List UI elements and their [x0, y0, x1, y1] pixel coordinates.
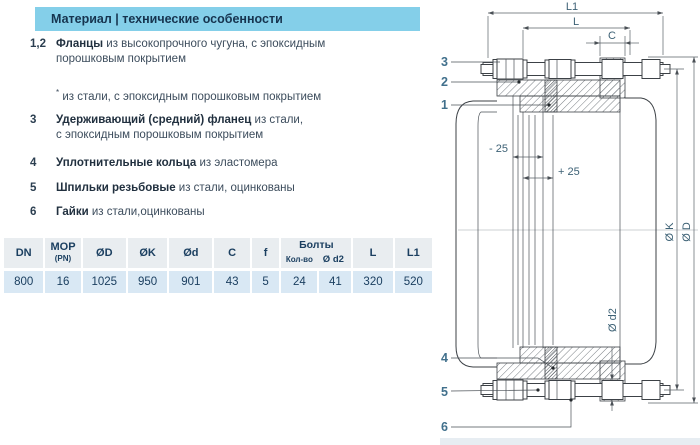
feature-text: Удерживающий (средний) фланец из стали, с эпоксидным порошковым покрытием	[56, 114, 304, 141]
callout-3: 3	[441, 55, 448, 69]
feature-number: 4	[30, 157, 37, 169]
feature-text: Фланцы из высокопрочного чугуна, с эпоксидным порошковым покрытием	[56, 38, 326, 65]
cell-value: 5	[252, 271, 280, 293]
bolts-group-header: Болты	[299, 239, 334, 251]
dimension-plus-25	[523, 166, 580, 178]
feature-number: 3	[30, 114, 37, 126]
cell-value: 950	[128, 271, 167, 293]
bolts-count-header: Кол-во	[285, 255, 313, 264]
cell-value: 520	[395, 271, 432, 293]
feature-item-studs	[0, 181, 432, 196]
callout-6: 6	[441, 420, 448, 434]
feature-text: Шпильки резьбовые из стали, оцинкованы	[56, 182, 295, 194]
dimension-l1	[488, 1, 663, 58]
gasket-section-top	[545, 80, 557, 112]
feature-item-sealing-rings	[0, 156, 432, 171]
callout-2: 2	[441, 75, 448, 89]
table-column-f	[252, 238, 280, 293]
table-column-mop	[45, 238, 80, 293]
table-column-dn	[4, 238, 43, 293]
dimension-label-l: L	[572, 16, 580, 28]
column-header: ØD	[83, 238, 126, 268]
feature-item-middle-flange	[0, 113, 432, 143]
cell-value: 16	[45, 271, 80, 293]
cell-value: 1025	[83, 271, 126, 293]
dimension-label-od: Ø D	[681, 222, 693, 242]
feature-text: Уплотнительные кольца из эластомера	[56, 157, 278, 169]
column-header: f	[252, 238, 280, 268]
callout-5: 5	[441, 385, 448, 399]
coupling-body-outline	[456, 98, 656, 367]
table-column-odsmall	[169, 238, 212, 293]
cell-value: 320	[353, 271, 392, 293]
section-title: Материал | технические особенности	[51, 12, 283, 26]
dimension-label-minus25: - 25	[489, 143, 508, 155]
feature-text: Гайки из стали,оцинкованы	[56, 206, 205, 218]
feature-number: 6	[30, 206, 37, 218]
cell-value: 41	[319, 271, 351, 293]
note-marker: *	[56, 88, 60, 97]
table-column-od	[83, 238, 126, 293]
flange-section-hatching	[497, 58, 625, 401]
dimension-c	[586, 30, 639, 56]
column-header: DN	[4, 238, 43, 268]
page-edge-strip	[440, 438, 700, 445]
dimension-label-l1: L1	[565, 1, 579, 13]
cell-value: 800	[4, 271, 43, 293]
note-text: из стали, с эпоксидным порошковым покрытием	[59, 90, 322, 103]
dimension-label-od2: Ø d2	[607, 308, 619, 332]
gasket-section-bottom	[545, 347, 557, 379]
feature-number: 5	[30, 182, 37, 194]
column-header: L	[353, 238, 392, 268]
dismantling-joint-drawing	[430, 0, 700, 445]
cell-value: 43	[214, 271, 249, 293]
table-column-group-bolts	[281, 238, 351, 293]
feature-number: 1,2	[30, 38, 46, 50]
table-column-c	[214, 238, 249, 293]
table-column-ok	[128, 238, 167, 293]
column-header: C	[214, 238, 249, 268]
flange-plate-lines	[513, 96, 620, 363]
dimension-label-plus25: + 25	[558, 166, 580, 178]
callout-4: 4	[441, 351, 448, 365]
feature-item-nuts	[0, 205, 432, 220]
table-column-l1	[395, 238, 432, 293]
tie-rod-top	[481, 59, 670, 79]
feature-item-flanges	[0, 37, 432, 67]
dimension-label-c: C	[608, 30, 616, 42]
dimension-label-ok: Ø K	[664, 222, 676, 242]
table-column-l	[353, 238, 392, 293]
column-header: L1	[395, 238, 432, 268]
feature-note-steel	[56, 88, 321, 103]
bolts-d2-header: Ø d2	[322, 254, 344, 265]
callout-1: 1	[441, 98, 448, 112]
cell-value: 901	[169, 271, 212, 293]
cell-value: 24	[281, 271, 317, 293]
section-title-banner	[35, 7, 420, 31]
dimensions-table	[4, 238, 432, 293]
column-header: MOP (PN)	[45, 238, 80, 268]
column-header: Ød	[169, 238, 212, 268]
column-header: ØK	[128, 238, 167, 268]
